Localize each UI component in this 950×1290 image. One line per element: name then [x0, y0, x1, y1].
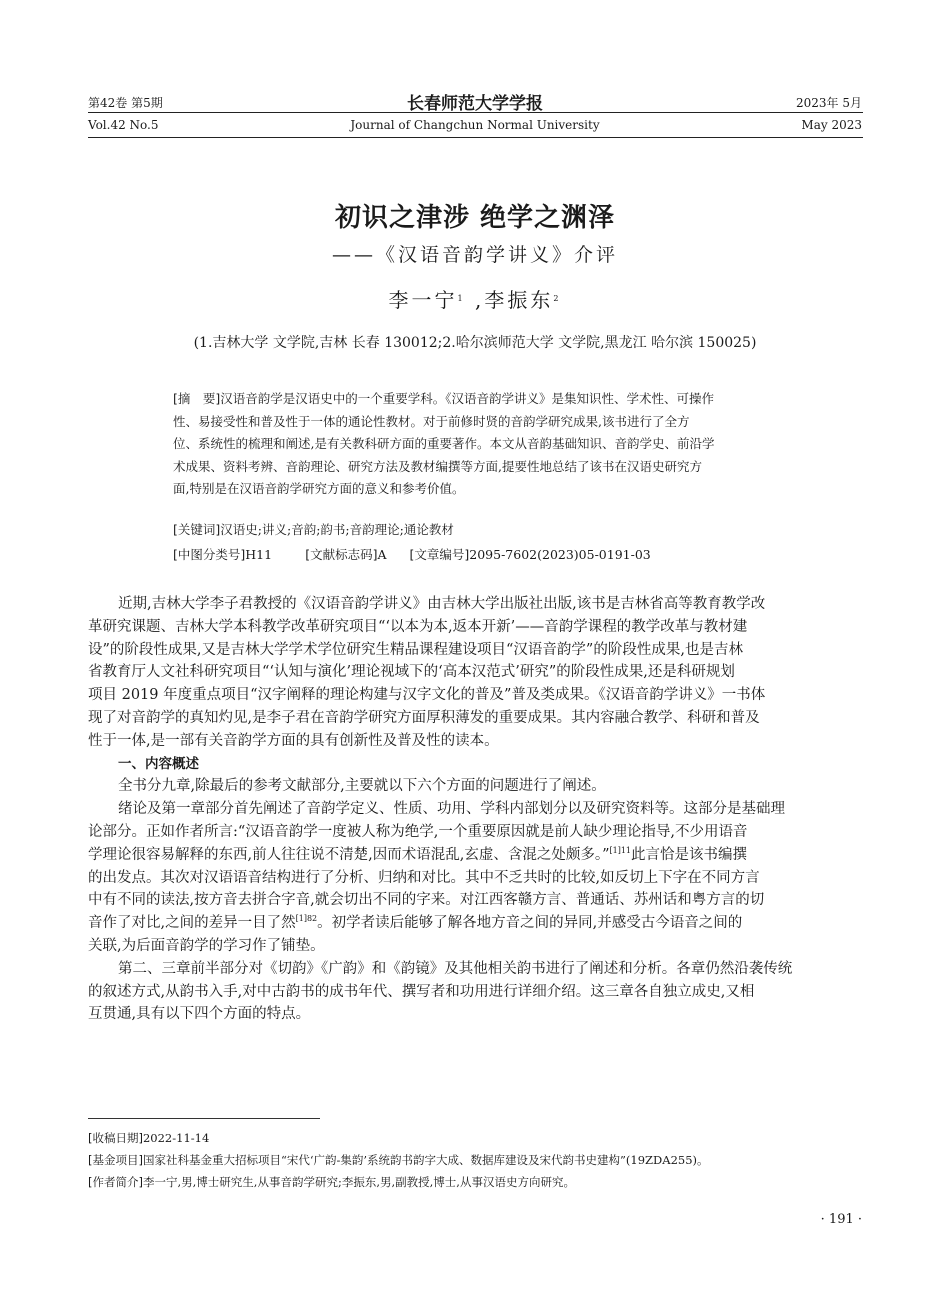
footnote-author: [作者简介]李一宁,男,博士研究生,从事音韵学研究;李振东,男,副教授,博士,从事汉语史方向研究。	[88, 1175, 575, 1189]
p3-line-5: 中有不同的读法,按方音去拼合字音,就会切出不同的字来。对江西客赣方言、普通话、苏州话和粤方言的切	[88, 892, 765, 909]
abstract-line-3: 位、系统性的梳理和阐述,是有关教科研方面的重要著作。本文从音韵基础知识、音韵学史、前沿学	[173, 436, 715, 451]
p4-line-2: 的叙述方式,从韵书入手,对中古韵书的成书年代、撰写者和功用进行详细介绍。这三章各自独立成史,又相	[88, 983, 755, 1000]
volume-issue-en: Vol.42 No.5	[88, 118, 159, 132]
p3-line-1: 绪论及第一章部分首先阐述了音韵学定义、性质、功用、学科内部划分以及研究资料等。这部分是基础理	[118, 801, 785, 818]
author-2-affil: 2	[553, 294, 562, 303]
p3-line-4: 的出发点。其次对汉语语音结构进行了分析、归纳和对比。其中不乏共时的比较,如反切上下字在不同方言	[88, 869, 760, 886]
clc-label: [中图分类号]	[173, 547, 246, 562]
doc-code-value: A	[377, 547, 387, 562]
p1-line-1: 近期,吉林大学李子君教授的《汉语音韵学讲义》由吉林大学出版社出版,该书是吉林省高等教育教学改	[118, 596, 766, 612]
page-number: · 191 ·	[820, 1212, 862, 1227]
p2-line-1: 全书分九章,除最后的参考文献部分,主要就以下六个方面的问题进行了阐述。	[118, 778, 606, 795]
p3-line-2: 论部分。正如作者所言:“汉语音韵学一度被人称为绝学,一个重要原因就是前人缺少理论指导,不少用语音	[88, 823, 748, 840]
date-en: May 2023	[801, 118, 862, 132]
body-text	[88, 593, 863, 1026]
abstract-line-4: 术成果、资料考辨、音韵理论、研究方法及教材编撰等方面,提要性地总结了该书在汉语史研究方	[173, 458, 702, 474]
header-bottom-rule	[88, 137, 863, 138]
article-subtitle: ——《汉语音韵学讲义》介评	[331, 244, 618, 266]
classification-row	[173, 545, 651, 563]
author-2: 李振东	[484, 288, 554, 312]
affiliation: (1.吉林大学 文学院,吉林 长春 130012;2.哈尔滨师范大学 文学院,黑龙江 哈尔滨 150025)	[193, 335, 757, 351]
doc-code-label: [文献标志码]	[305, 547, 378, 562]
journal-title-en: Journal of Changchun Normal University	[350, 118, 600, 132]
p1-line-7: 性于一体,是一部有关音韵学方面的具有创新性及普及性的读本。	[88, 732, 499, 749]
p3-line-3: 学理论很容易解释的东西,前人往往说不清楚,因而术语混乱,玄虚、含混之处颇多。”$^{[1]11}$此言恰是该书编撰	[88, 845, 748, 863]
footnote-received: [收稿日期]2022-11-14	[88, 1131, 210, 1145]
citation-1: [1]11	[609, 845, 632, 855]
article-title: 初识之津涉 绝学之渊泽	[334, 203, 616, 233]
section-heading-1: 一、内容概述	[118, 755, 199, 772]
p1-line-6: 现了对音韵学的真知灼见,是李子君在音韵学研究方面厚积薄发的重要成果。其内容融合教学、科研和普及	[88, 709, 760, 726]
author-1: 李一宁	[388, 288, 458, 312]
p1-line-2: 革研究课题、吉林大学本科教学改革研究项目“‘以本为本,返本开新’——音韵学课程的教学改革与教材建	[88, 618, 748, 635]
author-separator: ,	[465, 288, 485, 312]
footnote-fund: [基金项目]国家社科基金重大招标项目“宋代‘广韵-集韵’系统韵书韵字大成、数据库建设及宋代韵书史建构”(19ZDA255)。	[88, 1153, 709, 1167]
header-divider	[88, 112, 863, 113]
footnote-divider	[88, 1118, 320, 1119]
clc-value: H11	[245, 547, 273, 562]
keywords	[173, 520, 454, 538]
p3-line-6: 音作了对比,之间的差异一目了然$^{[1]82}$。初学者读后能够了解各地方音之间的异同,并感受古今语音之间的	[88, 914, 743, 932]
journal-title-zh: 长春师范大学学报	[407, 94, 543, 114]
abstract-line-1: [摘 要]汉语音韵学是汉语史中的一个重要学科。《汉语音韵学讲义》是集知识性、学术性、可操作	[173, 391, 715, 406]
abstract-label: [摘 要]	[173, 391, 221, 406]
p1-line-5: 项目 2019 年度重点项目“汉字阐释的理论构建与汉字文化的普及”普及类成果。《汉语音韵学讲义》一书体	[88, 687, 766, 704]
article-no-label: [文章编号]	[409, 547, 470, 562]
abstract-line-5: 面,特别是在汉语音韵学研究方面的意义和参考价值。	[173, 481, 465, 496]
p1-line-4: 省教育厅人文社科研究项目“‘认知与演化’理论视域下的‘高本汉范式’研究”的阶段性成果,还是科研规划	[88, 664, 735, 681]
date-zh: 2023年 5月	[796, 96, 862, 110]
p1-line-3: 设”的阶段性成果,又是吉林大学学术学位研究生精品课程建设项目“汉语音韵学”的阶段性成果,也是吉林	[88, 641, 743, 658]
p4-line-3: 互贯通,具有以下四个方面的特点。	[88, 1006, 311, 1023]
keywords-value: 汉语史;讲义;音韵;韵书;音韵理论;通论教材	[220, 522, 454, 537]
author-line	[0, 284, 950, 313]
author-1-affil: 1	[457, 294, 466, 303]
article-no-value: 2095-7602(2023)05-0191-03	[469, 547, 651, 562]
citation-2: [1]82	[295, 914, 318, 924]
keywords-label: [关键词]	[173, 522, 221, 537]
p3-line-7: 关联,为后面音韵学的学习作了铺垫。	[88, 937, 325, 954]
abstract	[173, 388, 783, 501]
abstract-line-2: 性、易接受性和普及性于一体的通论性教材。对于前修时贤的音韵学研究成果,该书进行了全方	[173, 413, 690, 429]
volume-issue-zh: 第42卷 第5期	[88, 96, 163, 110]
p4-line-1: 第二、三章前半部分对《切韵》《广韵》和《韵镜》及其他相关韵书进行了阐述和分析。各章仍然沿袭传统	[118, 960, 793, 977]
